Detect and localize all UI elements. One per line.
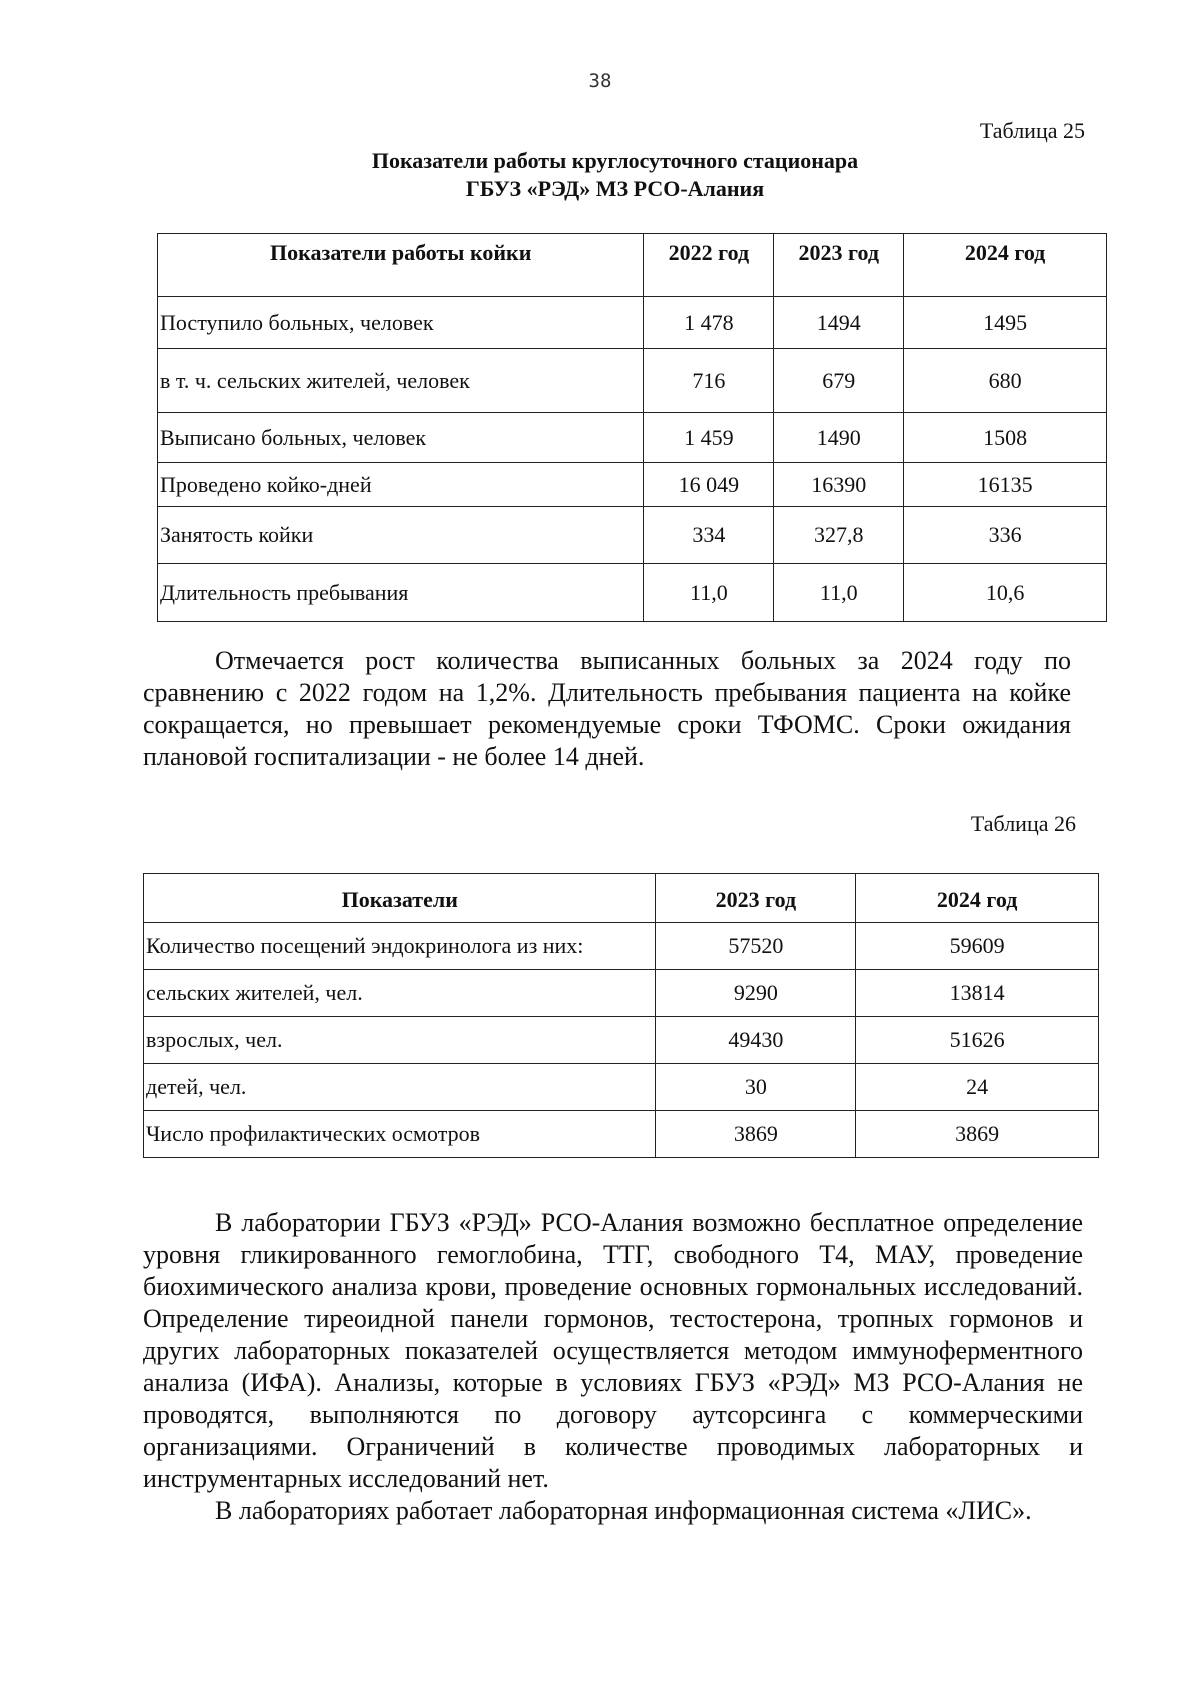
row-label: детей, чел. xyxy=(144,1064,656,1111)
paragraph-laboratory xyxy=(143,1207,1083,1527)
cell-2022: 334 xyxy=(644,507,774,564)
table-row xyxy=(144,970,1099,1017)
cell-2024: 10,6 xyxy=(904,564,1107,622)
table-25-title-line1: Показатели работы круглосуточного стационара xyxy=(371,148,859,173)
cell-2024: 680 xyxy=(904,349,1107,413)
visits-stats-table xyxy=(143,873,1099,1158)
cell-2022: 11,0 xyxy=(644,564,774,622)
row-label: Выписано больных, человек xyxy=(158,413,644,463)
cell-2023: 9290 xyxy=(656,970,856,1017)
table-25-title-line2: ГБУЗ «РЭД» МЗ РСО-Алания xyxy=(465,176,765,201)
row-label: Проведено койко-дней xyxy=(158,463,644,507)
cell-2022: 1 478 xyxy=(644,297,774,349)
table-26-label: Таблица 26 xyxy=(970,811,1076,836)
column-header: Показатели работы койки xyxy=(158,234,644,297)
table-row xyxy=(144,923,1099,970)
table-25-title xyxy=(160,147,1070,203)
table-row xyxy=(144,1111,1099,1158)
paragraph-discharge-growth xyxy=(143,645,1071,773)
table-row xyxy=(158,507,1107,564)
cell-2022: 716 xyxy=(644,349,774,413)
paragraph-text: Отмечается рост количества выписанных больных за 2024 году по сравнению с 2022 годом на 1,2%. Длительность пребывания пациента на койке сокращается, но превышает рекомендуемые сроки ТФОМС. Сроки ожидания плановой госпитализации - не более 14 дней. xyxy=(143,646,1071,771)
column-header: Показатели xyxy=(144,874,656,923)
cell-2023: 679 xyxy=(774,349,904,413)
cell-2023: 30 xyxy=(656,1064,856,1111)
table-row xyxy=(158,413,1107,463)
table-row xyxy=(158,463,1107,507)
cell-2022: 1 459 xyxy=(644,413,774,463)
cell-2024: 3869 xyxy=(856,1111,1099,1158)
cell-2022: 16 049 xyxy=(644,463,774,507)
hospital-stats-table xyxy=(157,233,1107,622)
column-header: 2023 год xyxy=(774,234,904,297)
row-label: Количество посещений эндокринолога из них: xyxy=(144,923,656,970)
cell-2024: 336 xyxy=(904,507,1107,564)
row-label: Число профилактических осмотров xyxy=(144,1111,656,1158)
cell-2023: 11,0 xyxy=(774,564,904,622)
column-header: 2024 год xyxy=(904,234,1107,297)
paragraph-text: В лаборатории ГБУЗ «РЭД» РСО-Алания возможно бесплатное определение уровня гликированного гемоглобина, ТТГ, свободного Т4, МАУ, проведение биохимического анализа крови, проведение основных гормональных исследований. Определение тиреоидной панели гормонов, тестостерона, тропных гормонов и других лабораторных показателей осуществляется методом иммуноферментного анализа (ИФА). Анализы, которые в условиях ГБУЗ «РЭД» МЗ РСО-Алания не проводятся, выполняются по договору аутсорсинга с коммерческими организациями. Ограничений в количестве проводимых лабораторных и инструментарных исследований нет. xyxy=(143,1208,1083,1493)
cell-2023: 1490 xyxy=(774,413,904,463)
table-row xyxy=(144,1064,1099,1111)
cell-2023: 1494 xyxy=(774,297,904,349)
table-row xyxy=(158,564,1107,622)
cell-2023: 49430 xyxy=(656,1017,856,1064)
row-label: в т. ч. сельских жителей, человек xyxy=(158,349,644,413)
cell-2024: 1495 xyxy=(904,297,1107,349)
row-label: Длительность пребывания xyxy=(158,564,644,622)
table-header-row xyxy=(158,234,1107,297)
column-header: 2022 год xyxy=(644,234,774,297)
row-label: взрослых, чел. xyxy=(144,1017,656,1064)
cell-2023: 3869 xyxy=(656,1111,856,1158)
cell-2024: 51626 xyxy=(856,1017,1099,1064)
cell-2024: 59609 xyxy=(856,923,1099,970)
cell-2023: 57520 xyxy=(656,923,856,970)
cell-2024: 24 xyxy=(856,1064,1099,1111)
cell-2024: 16135 xyxy=(904,463,1107,507)
row-label: сельских жителей, чел. xyxy=(144,970,656,1017)
table-25-label: Таблица 25 xyxy=(979,118,1085,143)
cell-2023: 16390 xyxy=(774,463,904,507)
table-row xyxy=(158,297,1107,349)
row-label: Занятость койки xyxy=(158,507,644,564)
cell-2023: 327,8 xyxy=(774,507,904,564)
cell-2024: 1508 xyxy=(904,413,1107,463)
table-row xyxy=(144,1017,1099,1064)
cell-2024: 13814 xyxy=(856,970,1099,1017)
table-row xyxy=(158,349,1107,413)
row-label: Поступило больных, человек xyxy=(158,297,644,349)
paragraph-text: В лабораториях работает лабораторная информационная система «ЛИС». xyxy=(215,1496,1032,1525)
column-header: 2023 год xyxy=(656,874,856,923)
column-header: 2024 год xyxy=(856,874,1099,923)
page-number: 38 xyxy=(588,70,612,92)
table-header-row xyxy=(144,874,1099,923)
